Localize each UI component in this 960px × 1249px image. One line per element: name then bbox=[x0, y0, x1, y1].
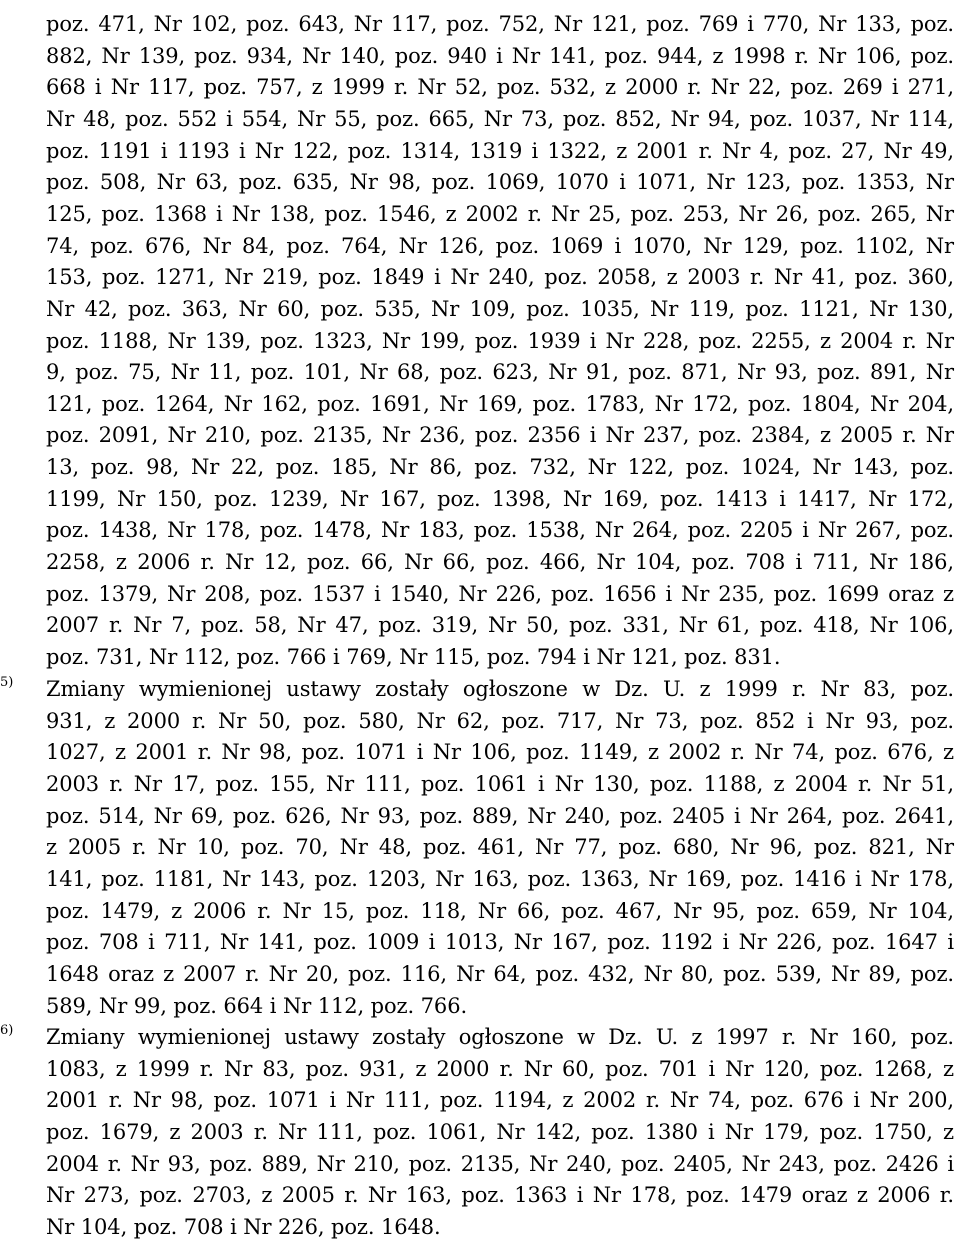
text-line: Nr 273, poz. 2703, z 2005 r. Nr 163, poz. 1363 i Nr 178, poz. 1479 oraz z 2006 r. bbox=[46, 1183, 954, 1208]
text-line: 931, z 2000 r. Nr 50, poz. 580, Nr 62, poz. 717, Nr 73, poz. 852 i Nr 93, poz. bbox=[46, 708, 954, 733]
text-line: 1027, z 2001 r. Nr 98, poz. 1071 i Nr 106, poz. 1149, z 2002 r. Nr 74, poz. 676, z bbox=[46, 740, 954, 765]
text-line: 9, poz. 75, Nr 11, poz. 101, Nr 68, poz. 623, Nr 91, poz. 871, Nr 93, poz. 891, Nr bbox=[46, 360, 954, 385]
footnote-marker-6: 6) bbox=[0, 1023, 14, 1038]
text-line: 121, poz. 1264, Nr 162, poz. 1691, Nr 169, poz. 1783, Nr 172, poz. 1804, Nr 204, bbox=[46, 391, 954, 416]
text-line: 668 i Nr 117, poz. 757, z 1999 r. Nr 52, poz. 532, z 2000 r. Nr 22, poz. 269 i 271, bbox=[46, 75, 954, 100]
text-line: 882, Nr 139, poz. 934, Nr 140, poz. 940 i Nr 141, poz. 944, z 1998 r. Nr 106, poz. bbox=[46, 43, 954, 68]
text-line: Zmiany wymienionej ustawy zostały ogłoszone w Dz. U. z 1997 r. Nr 160, poz. bbox=[46, 1025, 954, 1049]
text-line: poz. 708 i 711, Nr 141, poz. 1009 i 1013, Nr 167, poz. 1192 i Nr 226, poz. 1647 i bbox=[46, 930, 954, 955]
text-line: poz. 1679, z 2003 r. Nr 111, poz. 1061, Nr 142, poz. 1380 i Nr 179, poz. 1750, z bbox=[46, 1119, 954, 1144]
text-line: 1083, z 1999 r. Nr 83, poz. 931, z 2000 r. Nr 60, poz. 701 i Nr 120, poz. 1268, z bbox=[46, 1056, 954, 1081]
text-line: z 2005 r. Nr 10, poz. 70, Nr 48, poz. 461, Nr 77, poz. 680, Nr 96, poz. 821, Nr bbox=[46, 835, 954, 860]
text-line: poz. 1379, Nr 208, poz. 1537 i 1540, Nr 226, poz. 1656 i Nr 235, poz. 1699 oraz z bbox=[46, 581, 954, 606]
text-line: 2258, z 2006 r. Nr 12, poz. 66, Nr 66, poz. 466, Nr 104, poz. 708 i 711, Nr 186, bbox=[46, 550, 954, 575]
text-line: 125, poz. 1368 i Nr 138, poz. 1546, z 2002 r. Nr 25, poz. 253, Nr 26, poz. 265, Nr bbox=[46, 201, 954, 226]
text-line: 589, Nr 99, poz. 664 i Nr 112, poz. 766. bbox=[46, 993, 468, 1018]
text-line: poz. 514, Nr 69, poz. 626, Nr 93, poz. 889, Nr 240, poz. 2405 i Nr 264, poz. 2641, bbox=[46, 803, 954, 828]
text-line: poz. 471, Nr 102, poz. 643, Nr 117, poz. 752, Nr 121, poz. 769 i 770, Nr 133, poz. bbox=[46, 12, 954, 36]
footnote-marker-5: 5) bbox=[0, 675, 14, 690]
text-line: 74, poz. 676, Nr 84, poz. 764, Nr 126, poz. 1069 i 1070, Nr 129, poz. 1102, Nr bbox=[46, 233, 954, 258]
text-line: poz. 1479, z 2006 r. Nr 15, poz. 118, Nr 66, poz. 467, Nr 95, poz. 659, Nr 104, bbox=[46, 898, 954, 923]
text-line: Nr 104, poz. 708 i Nr 226, poz. 1648. bbox=[46, 1214, 441, 1239]
text-line: 2003 r. Nr 17, poz. 155, Nr 111, poz. 1061 i Nr 130, poz. 1188, z 2004 r. Nr 51, bbox=[46, 771, 954, 796]
text-line: 1648 oraz z 2007 r. Nr 20, poz. 116, Nr 64, poz. 432, Nr 80, poz. 539, Nr 89, poz. bbox=[46, 961, 954, 986]
text-line: 141, poz. 1181, Nr 143, poz. 1203, Nr 163, poz. 1363, Nr 169, poz. 1416 i Nr 178, bbox=[46, 866, 954, 891]
text-line: poz. 1188, Nr 139, poz. 1323, Nr 199, poz. 1939 i Nr 228, poz. 2255, z 2004 r. Nr bbox=[46, 328, 954, 353]
text-line: poz. 731, Nr 112, poz. 766 i 769, Nr 115, poz. 794 i Nr 121, poz. 831. bbox=[46, 645, 781, 669]
text-line: Nr 48, poz. 552 i 554, Nr 55, poz. 665, Nr 73, poz. 852, Nr 94, poz. 1037, Nr 114, bbox=[46, 106, 954, 131]
text-line: 1199, Nr 150, poz. 1239, Nr 167, poz. 1398, Nr 169, poz. 1413 i 1417, Nr 172, bbox=[46, 486, 954, 511]
text-line: poz. 508, Nr 63, poz. 635, Nr 98, poz. 1069, 1070 i 1071, Nr 123, poz. 1353, Nr bbox=[46, 170, 954, 195]
text-line: 2007 r. Nr 7, poz. 58, Nr 47, poz. 319, Nr 50, poz. 331, Nr 61, poz. 418, Nr 106, bbox=[46, 613, 954, 638]
text-line: poz. 1438, Nr 178, poz. 1478, Nr 183, poz. 1538, Nr 264, poz. 2205 i Nr 267, poz. bbox=[46, 518, 954, 543]
text-line: Nr 42, poz. 363, Nr 60, poz. 535, Nr 109, poz. 1035, Nr 119, poz. 1121, Nr 130, bbox=[46, 296, 954, 321]
text-line: 2004 r. Nr 93, poz. 889, Nr 210, poz. 2135, Nr 240, poz. 2405, Nr 243, poz. 2426 i bbox=[46, 1151, 954, 1176]
text-line: 153, poz. 1271, Nr 219, poz. 1849 i Nr 240, poz. 2058, z 2003 r. Nr 41, poz. 360, bbox=[46, 265, 954, 290]
text-line: Zmiany wymienionej ustawy zostały ogłoszone w Dz. U. z 1999 r. Nr 83, poz. bbox=[46, 677, 954, 701]
text-line: 2001 r. Nr 98, poz. 1071 i Nr 111, poz. 1194, z 2002 r. Nr 74, poz. 676 i Nr 200, bbox=[46, 1088, 954, 1113]
text-line: 13, poz. 98, Nr 22, poz. 185, Nr 86, poz. 732, Nr 122, poz. 1024, Nr 143, poz. bbox=[46, 455, 954, 480]
text-line: poz. 1191 i 1193 i Nr 122, poz. 1314, 1319 i 1322, z 2001 r. Nr 4, poz. 27, Nr 49, bbox=[46, 138, 954, 163]
text-line: poz. 2091, Nr 210, poz. 2135, Nr 236, poz. 2356 i Nr 237, poz. 2384, z 2005 r. Nr bbox=[46, 423, 954, 448]
